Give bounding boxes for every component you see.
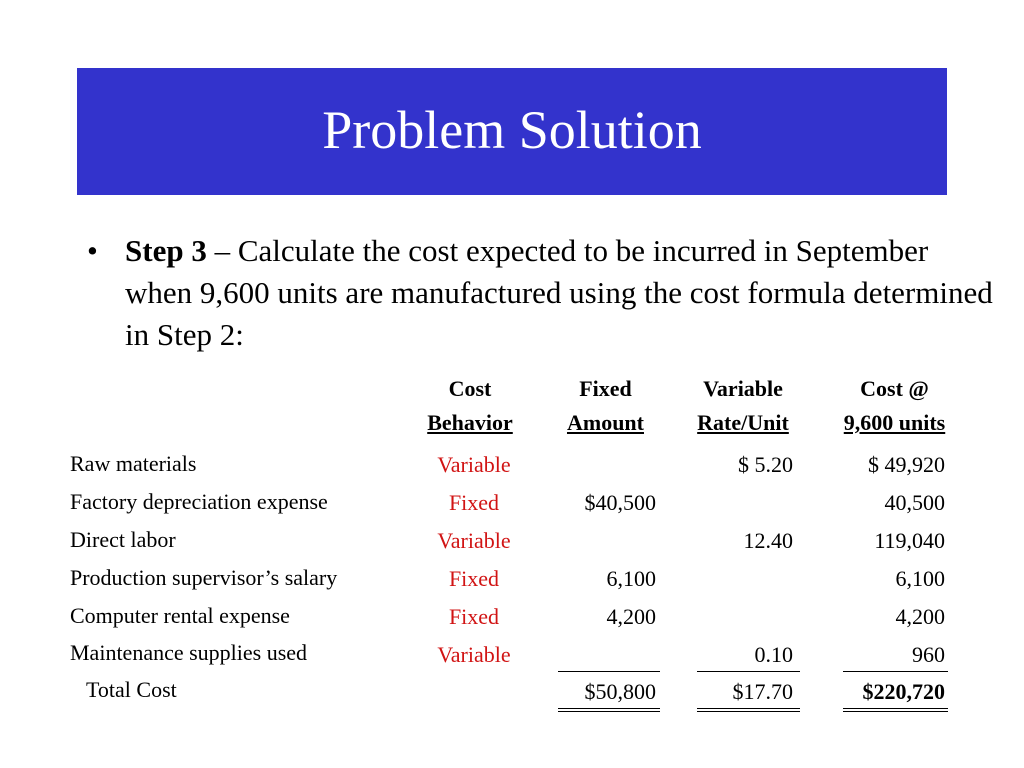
step-description: – Calculate the cost expected to be incurred in September when 9,600 units are manufactured using the cost formula determined in Step 2: (125, 233, 993, 352)
subtotal-rule-rate (697, 671, 800, 672)
row-fixed: 6,100 (606, 566, 656, 591)
title-banner (77, 68, 947, 195)
total-double-rule-cost (843, 708, 948, 712)
header-cost-behavior: Cost Behavior (427, 376, 513, 435)
row-label: Factory depreciation expense (70, 489, 328, 514)
row-behavior: Variable (437, 452, 511, 477)
row-cost: 4,200 (895, 604, 945, 629)
total-fixed: $50,800 (584, 679, 656, 704)
total-label: Total Cost (86, 677, 177, 702)
row-label: Production supervisor’s salary (70, 565, 338, 590)
row-fixed: $40,500 (584, 490, 656, 515)
row-label: Direct labor (70, 527, 176, 552)
header-fixed-amount: Fixed Amount (566, 376, 644, 435)
row-label: Maintenance supplies used (70, 640, 308, 665)
row-cost: 40,500 (884, 490, 945, 515)
row-behavior: Fixed (448, 604, 500, 629)
subtotal-rule-cost (843, 671, 948, 672)
step-label: Step 3 (125, 233, 207, 268)
row-behavior: Fixed (448, 566, 500, 591)
subtotal-rule-fixed (558, 671, 660, 672)
total-cost: $220,720 (862, 679, 945, 704)
row-behavior: Fixed (448, 490, 500, 515)
total-double-rule-rate (697, 708, 800, 712)
row-label: Computer rental expense (70, 603, 290, 628)
row-behavior: Variable (437, 528, 511, 553)
row-cost: 119,040 (874, 528, 945, 553)
row-fixed: 4,200 (606, 604, 656, 629)
row-rate: 12.40 (743, 528, 793, 553)
header-variable-rate: Variable Rate/Unit (697, 376, 789, 435)
bullet-icon: • (87, 233, 98, 268)
row-behavior: Variable (437, 642, 511, 667)
row-cost: 6,100 (895, 566, 945, 591)
row-label: Raw materials (70, 451, 197, 476)
row-rate: 0.10 (754, 642, 793, 667)
page-title: Problem Solution (322, 99, 702, 160)
total-double-rule-fixed (558, 708, 660, 712)
bullet-text (125, 230, 995, 356)
header-cost-at-units: Cost @ 9,600 units (843, 376, 946, 435)
row-cost: $ 49,920 (868, 452, 945, 477)
row-cost: 960 (912, 642, 945, 667)
row-rate: $ 5.20 (738, 452, 793, 477)
total-rate: $17.70 (732, 679, 793, 704)
